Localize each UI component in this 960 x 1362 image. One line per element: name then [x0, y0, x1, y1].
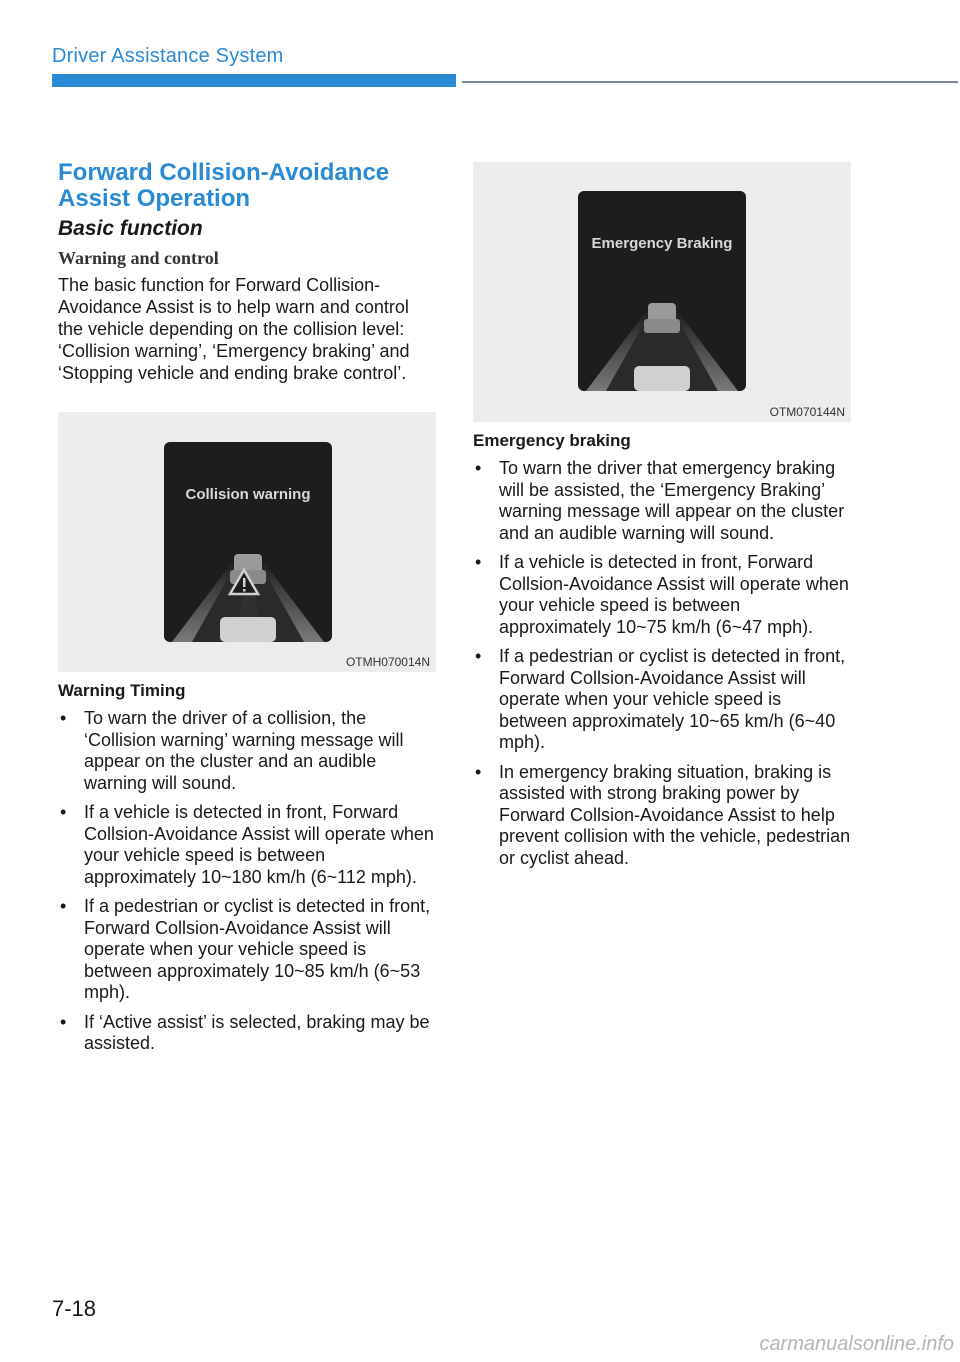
header-divider — [462, 81, 958, 83]
list-item: • In emergency braking situation, braking is assisted with strong braking power by Forward Collsion-Avoidance Assist to help prevent collision with the vehicle, pedestrian or cyclist ahead. — [475, 761, 851, 868]
bullet: • — [60, 1011, 67, 1032]
section-title — [58, 160, 436, 212]
list-item: • If a vehicle is detected in front, Forward Collsion-Avoidance Assist will operate when your vehicle speed is between approximately 10~180 km/h (6~112 mph). — [60, 802, 434, 887]
list-item: • If a vehicle is detected in front, Forward Collsion-Avoidance Assist will operate when your vehicle speed is between approximately 10~75 km/h (6~47 mph). — [475, 552, 849, 637]
warning-timing-heading: Warning Timing — [58, 681, 186, 700]
bullet: • — [475, 552, 482, 572]
warning-timing-list — [58, 708, 436, 1055]
screen-message: Emergency Braking — [591, 235, 733, 252]
road-illustration — [578, 191, 746, 391]
list-item: • If a pedestrian or cyclist is detected in front, Forward Collsion-Avoidance Assist will operate when your vehicle speed is between approximately 10~65 km/h (6~40 mph). — [475, 646, 846, 752]
bullet: • — [475, 761, 482, 782]
figure-caption: OTM070144N — [769, 405, 845, 419]
intro-paragraph: The basic function for Forward Collision-Avoidance Assist is to help warn and control the vehicle depending on the collision level: ‘Collision warning’, ‘Emergency braking’ and ‘Stopping vehicle and ending brake control’. — [58, 275, 410, 383]
header-accent-bar — [52, 74, 456, 87]
section-title-line2: Assist Operation — [58, 185, 251, 212]
figure-caption: OTMH070014N — [345, 655, 430, 669]
list-item: • If a pedestrian or cyclist is detected in front, Forward Collsion-Avoidance Assist will operate when your vehicle speed is between approximately 10~85 km/h (6~53 mph). — [60, 896, 431, 1002]
section-title-line1: Forward Collision-Avoidance — [58, 159, 390, 186]
watermark: carmanualsonline.info — [759, 1333, 954, 1355]
figure-emergency-braking — [473, 162, 851, 422]
page-number: 7-18 — [52, 1296, 97, 1321]
header-title: Driver Assistance System — [52, 45, 284, 67]
list-item: • If ‘Active assist’ is selected, braking may be assisted. — [60, 1011, 430, 1053]
emergency-braking-heading: Emergency braking — [473, 431, 631, 450]
cluster-screen — [578, 191, 746, 391]
subsubtitle-warning-control: Warning and control — [58, 248, 219, 268]
bullet: • — [475, 646, 482, 666]
cluster-screen — [164, 442, 332, 642]
bullet: • — [60, 708, 67, 728]
screen-message: Collision warning — [185, 486, 311, 503]
list-item: • To warn the driver of a collision, the ‘Collision warning’ warning message will appear on the cluster and an audible warning will sound. — [60, 708, 404, 793]
emergency-braking-list — [473, 458, 851, 869]
bullet: • — [60, 802, 67, 822]
left-column — [58, 160, 436, 1063]
list-item: • To warn the driver that emergency braking will be assisted, the ‘Emergency Braking’ warning message will appear on the cluster and an audible warning will sound. — [475, 458, 845, 543]
right-column — [473, 162, 851, 877]
warning-triangle-icon — [164, 442, 332, 642]
figure-collision-warning — [58, 412, 436, 672]
bullet: • — [60, 896, 67, 916]
bullet: • — [475, 458, 482, 478]
subtitle-basic-function: Basic function — [58, 217, 203, 240]
